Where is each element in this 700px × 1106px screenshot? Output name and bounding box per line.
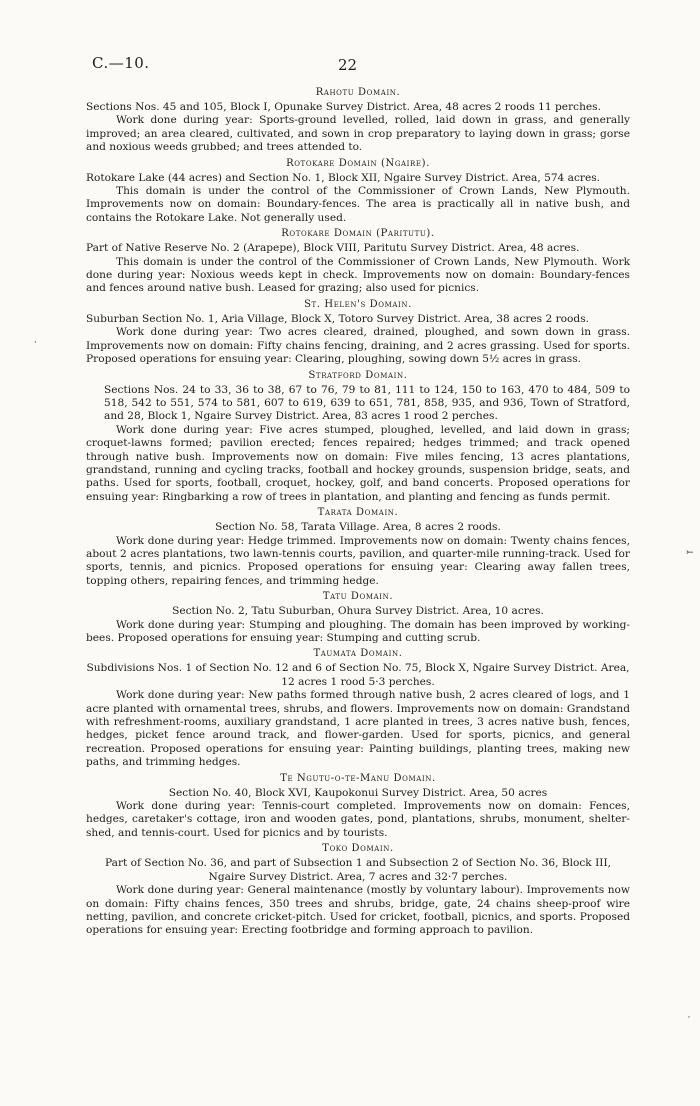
section-description: Subdivisions Nos. 1 of Section No. 12 and 6 of Section No. 75, Block X, Ngaire Survey District. Area, 12 acres 1 rood 5·3 perches. [86,662,630,688]
section-title: Stratford Domain. [308,369,408,381]
domain-section-rahotu [86,87,630,155]
section-description: Section No. 2, Tatu Suburban, Ohura Survey District. Area, 10 acres. [172,605,544,618]
section-description: Rotokare Lake (44 acres) and Section No. 1, Block XII, Ngaire Survey District. Area, 574 acres. [86,171,601,184]
section-body: Work done during year: Stumping and ploughing. The domain has been improved by working-bees. Proposed operations for ensuing year: Stumping and cutting scrub. [86,618,630,644]
section-title: Tarata Domain. [317,507,399,519]
section-description: Section No. 40, Block XVI, Kaupokonui Survey District. Area, 50 acres [168,786,548,799]
domain-section-tarata [86,507,630,588]
section-description: Section No. 58, Tarata Village. Area, 8 acres 2 roods. [215,521,501,534]
section-title: Toko Domain. [322,843,394,855]
section-body: Work done during year: General maintenance (mostly by voluntary labour). Improvements now on domain: Fifty chains fences, 350 trees and shrubs, bridge, gate, 24 chains sheep-proof wire netting, pavilion, and concrete cricket-pitch. Used for cricket, football, picnics, and sports. Proposed operations for ensuing year: Erecting footbridge and forming approach to pavilion. [86,884,630,937]
section-description: Part of Native Reserve No. 2 (Arapepe), Block VIII, Paritutu Survey District. Area, 48 acres. [86,242,580,255]
domain-section-toko [86,843,630,937]
margin-mark-icon: ⤚ [686,548,694,558]
section-title: St. Helen's Domain. [304,298,412,310]
domain-section-tatu [86,591,630,645]
section-title: Tatu Domain. [322,591,394,603]
section-body: Work done during year: Tennis-court completed. Improvements now on domain: Fences, hedges, caretaker's cottage, iron and wooden gates, pond, plantations, shrubs, monument, shelter-shed, and tennis-court. Used for picnics and by tourists. [86,800,630,839]
domain-section-rotokare-paritutu [86,228,630,296]
report-reference: C.—10. [92,54,150,72]
section-description: Sections Nos. 45 and 105, Block I, Opunake Survey District. Area, 48 acres 2 roods 11 perches. [86,101,601,113]
domain-section-stratford [86,370,630,505]
page-number: 22 [338,56,358,74]
section-body: Work done during year: Two acres cleared, drained, ploughed, and sown down in grass. Improvements now on domain: Fifty chains fencing, draining, and 2 acres grassing. Used for sports. Proposed operations for ensuing year: Clearing, ploughing, sowing down 5½ acres in grass. [86,326,630,366]
section-body: Work done during year: Five acres stumped, ploughed, levelled, and laid down in grass; croquet-lawns formed; pavilion erected; fences repaired; hedges trimmed; and track opened through native bush. Improvements now on domain: Five miles fencing, 13 acres plantations, grandstand, running and cycling tracks, football and hockey grounds, suspension bridge, seats, and paths. Used for sports, football, croquet, hockey, golf, and band concerts. Proposed operations for ensuing year: Ringbarking a row of trees in plantation, and planting and fencing as funds permit. [86,423,630,503]
section-body: Work done during year: Hedge trimmed. Improvements now on domain: Twenty chains fences, about 2 acres plantations, two lawn-tennis courts, pavilion, and quarter-mile running-track. Used for sports, tennis, and picnics. Proposed operations for ensuing year: Clearing away fallen trees, topping others, repairing fences, and trimming hedge. [86,534,630,587]
domain-section-taumata [86,648,630,769]
section-body: This domain is under the control of the Commissioner of Crown Lands, New Plymouth. Improvements now on domain: Boundary-fences. The area is practically all in native bush, and contains the Rotokare Lake. Not generally used. [86,185,630,224]
section-title: Rahotu Domain. [315,87,401,98]
domain-section-rotokare-ngaire [86,158,630,226]
section-description: Suburban Section No. 1, Aria Village, Block X, Totoro Survey District. Area, 38 acres 2 roods. [86,312,589,325]
section-title: Taumata Domain. [313,648,403,660]
document-body [86,84,630,938]
section-description: Sections Nos. 24 to 33, 36 to 38, 67 to 76, 79 to 81, 111 to 124, 150 to 163, 470 to 484, 509 to 518, 542 to 551, 574 to 581, 607 to 619, 639 to 651, 781, 858, 935, and 936, Town of Stratford, and 28, Block 1, Ngaire Survey District. Area, 83 acres 1 rood 2 perches. [104,383,630,423]
domain-section-te-ngutu-o-te-manu [86,773,630,841]
margin-mark-icon: ′ [688,1016,691,1026]
section-title: Rotokare Domain (Paritutu). [281,228,435,240]
section-title: Te Ngutu-o-te-Manu Domain. [280,772,436,784]
section-body: This domain is under the control of the Commissioner of Crown Lands, New Plymouth. Work done during year: Noxious weeds kept in check. Improvements now on domain: Boundary-fences and fences around native bush. Leased for grazing; also used for picnics. [86,255,630,295]
margin-mark-icon: · [34,338,37,348]
domain-section-st-helens [86,299,630,367]
section-body: Work done during year: New paths formed through native bush, 2 acres cleared of logs, and 1 acre planted with ornamental trees, shrubs, and flowers. Improvements now on domain: Grandstand with refreshment-rooms, auxiliary grandstand, 1 acre planted in trees, 3 acres native bush, fences, hedges, picket fence around track, and flower-garden. Used for sports, picnics, and general recreation. Proposed operations for ensuing year: Painting buildings, planting trees, making new paths, and trimming hedges. [86,689,630,769]
section-description: Part of Section No. 36, and part of Subsection 1 and Subsection 2 of Section No. 36, Block III, Ngaire Survey District. Area, 7 acres and 32·7 perches. [104,857,612,883]
section-body: Work done during year: Sports-ground levelled, rolled, laid down in grass, and generally improved; an area cleared, cultivated, and sown in crop preparatory to laying down in grass; gorse and noxious weeds grubbed; and trees attended to. [86,114,630,154]
section-title: Rotokare Domain (Ngaire). [286,157,430,169]
